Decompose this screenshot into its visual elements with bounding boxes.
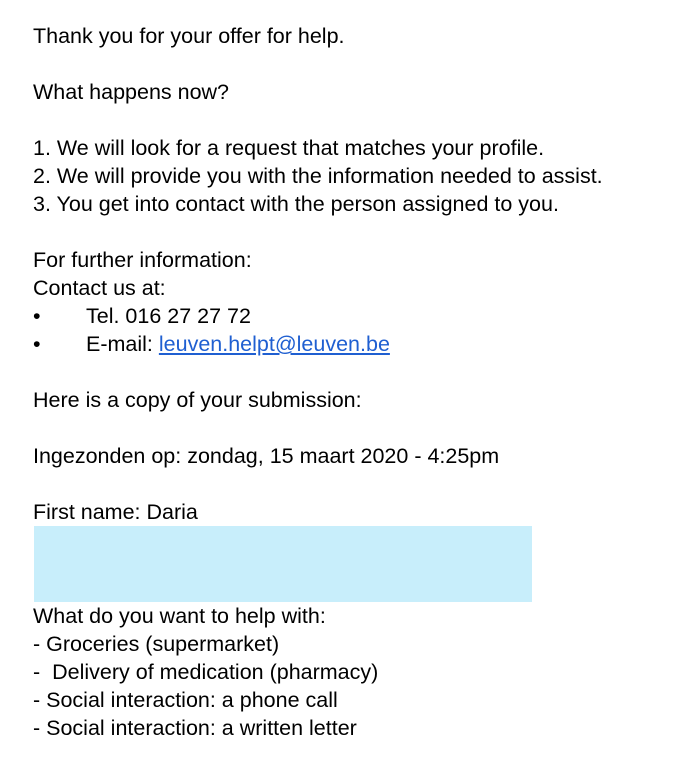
help-item-letter: - Social interaction: a written letter	[33, 716, 357, 740]
step-2: 2. We will provide you with the information needed to assist.	[33, 164, 603, 188]
help-item-phone-call: - Social interaction: a phone call	[33, 688, 338, 712]
email-bullet-row	[33, 330, 678, 358]
email-label: E-mail:	[86, 332, 159, 356]
redaction-box	[34, 526, 532, 602]
phone-bullet-row	[33, 302, 678, 330]
blank-line	[33, 50, 678, 78]
bullet-icon: •	[33, 304, 41, 328]
email-body	[33, 22, 678, 742]
blank-line	[33, 106, 678, 134]
phone-text: Tel. 016 27 27 72	[86, 304, 251, 328]
first-name-text: First name: Daria	[33, 500, 198, 524]
help-heading: What do you want to help with:	[33, 604, 326, 628]
help-item-groceries: - Groceries (supermarket)	[33, 632, 280, 656]
submitted-on-text: Ingezonden op: zondag, 15 maart 2020 - 4:25pm	[33, 444, 500, 468]
blank-line	[33, 414, 678, 442]
bullet-icon: •	[33, 332, 41, 356]
email-link[interactable]: leuven.helpt@leuven.be	[158, 332, 390, 356]
what-happens-heading: What happens now?	[33, 80, 230, 104]
thanks-text: Thank you for your offer for help.	[33, 24, 345, 48]
step-3: 3. You get into contact with the person assigned to you.	[33, 192, 559, 216]
step-1: 1. We will look for a request that matches your profile.	[33, 136, 545, 160]
blank-line	[33, 470, 678, 498]
further-info-text: For further information:	[33, 248, 252, 272]
help-item-medication: - Delivery of medication (pharmacy)	[33, 660, 379, 684]
copy-intro-text: Here is a copy of your submission:	[33, 388, 362, 412]
contact-us-text: Contact us at:	[33, 276, 166, 300]
blank-line	[33, 218, 678, 246]
blank-line	[33, 358, 678, 386]
